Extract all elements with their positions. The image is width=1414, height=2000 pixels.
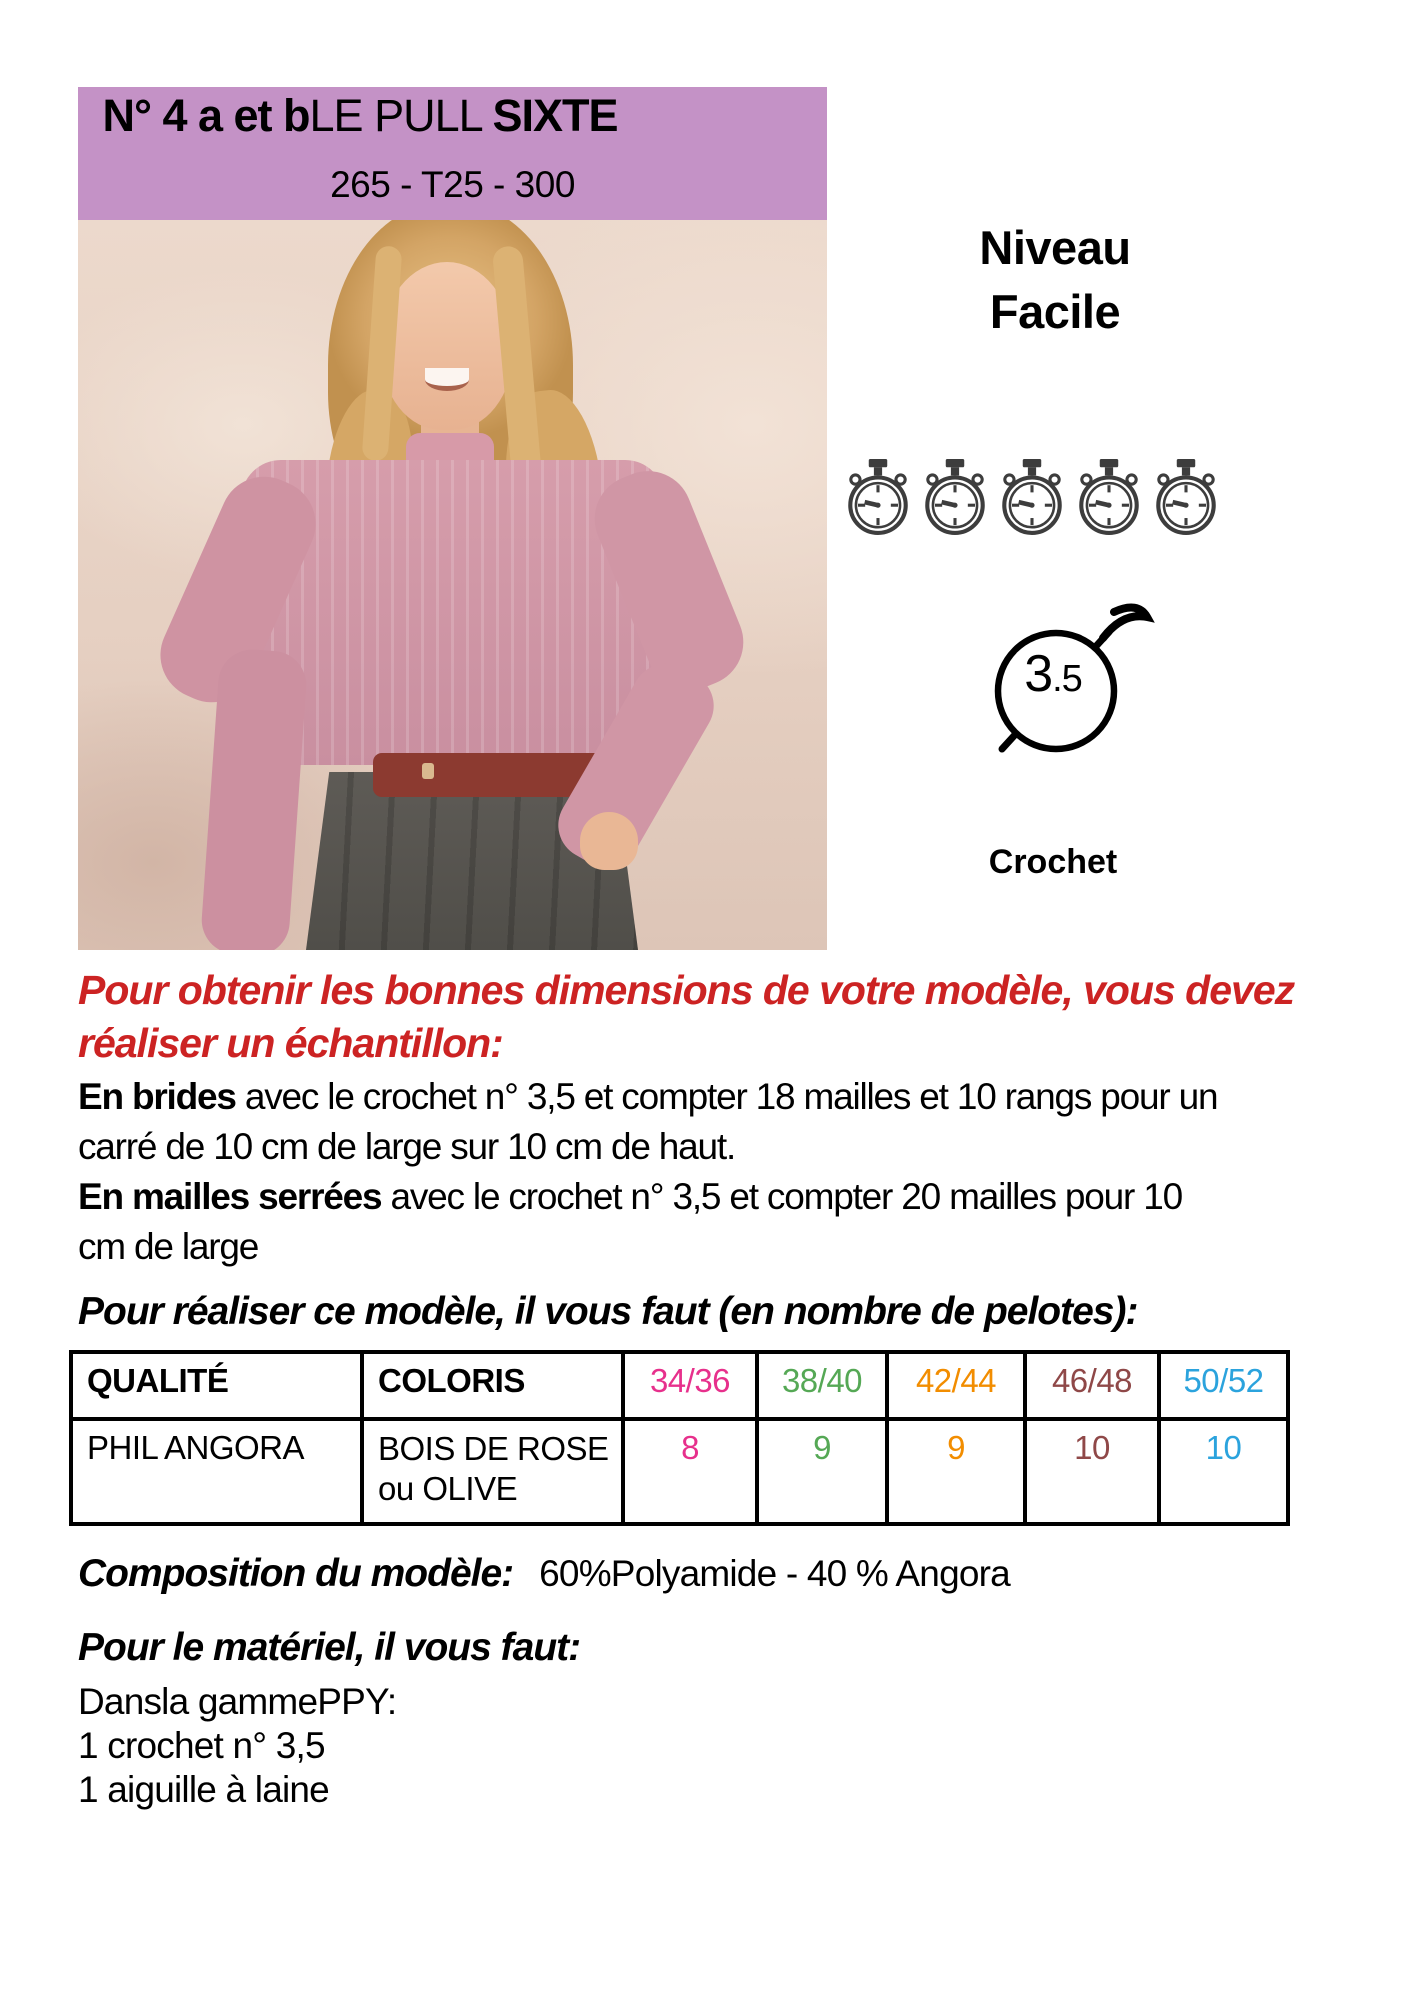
composition-value: 60%Polyamide - 40 % Angora bbox=[539, 1553, 1010, 1594]
model-photo bbox=[78, 220, 827, 950]
qty-size-50-52: 10 bbox=[1159, 1419, 1288, 1524]
swatch-warning-line1: Pour obtenir les bonnes dimensions de votre modèle, vous devez bbox=[78, 967, 1295, 1013]
yarn-section-heading: Pour réaliser ce modèle, il vous faut (en nombre de pelotes): bbox=[78, 1290, 1138, 1333]
col-quality: QUALITÉ bbox=[71, 1352, 362, 1419]
qty-size-38-40: 9 bbox=[757, 1419, 887, 1524]
stopwatch-icon bbox=[922, 458, 988, 536]
col-coloris: COLORIS bbox=[362, 1352, 623, 1419]
material-section bbox=[78, 1626, 978, 1812]
material-line-needle: 1 aiguille à laine bbox=[78, 1769, 329, 1810]
material-heading: Pour le matériel, il vous faut: bbox=[78, 1626, 581, 1669]
yarn-coloris-line2: ou OLIVE bbox=[378, 1470, 518, 1507]
stopwatch-icon bbox=[1153, 458, 1219, 536]
swatch-brides-line2: carré de 10 cm de large sur 10 cm de haut. bbox=[78, 1126, 736, 1167]
table-header-row bbox=[71, 1352, 1288, 1419]
pattern-reference: 265 - T25 - 300 bbox=[330, 164, 575, 205]
qty-size-42-44: 9 bbox=[887, 1419, 1025, 1524]
swatch-warning-line2: réaliser un échantillon: bbox=[78, 1020, 503, 1066]
photo-belt-buckle bbox=[422, 763, 434, 779]
tool-label: Crochet bbox=[988, 843, 1118, 881]
composition-line bbox=[78, 1552, 1378, 1596]
difficulty-level bbox=[870, 216, 1240, 344]
photo-smile bbox=[425, 368, 469, 391]
yarn-coloris-line1: BOIS DE ROSE bbox=[378, 1430, 609, 1467]
photo-face bbox=[381, 262, 513, 430]
swatch-serrees-label: En mailles serrées bbox=[78, 1176, 382, 1217]
col-size-38-40: 38/40 bbox=[757, 1352, 887, 1419]
hook-size-dec: .5 bbox=[1052, 658, 1082, 700]
col-size-46-48: 46/48 bbox=[1025, 1352, 1159, 1419]
yarn-quantity-table bbox=[69, 1350, 1290, 1526]
qty-size-46-48: 10 bbox=[1025, 1419, 1159, 1524]
pattern-header-banner bbox=[78, 87, 827, 220]
pattern-name: SIXTE bbox=[492, 90, 618, 141]
col-size-42-44: 42/44 bbox=[887, 1352, 1025, 1419]
pattern-number: N° 4 a et b bbox=[102, 90, 310, 141]
stopwatch-icon bbox=[999, 458, 1065, 536]
photo-hand bbox=[580, 812, 638, 870]
difficulty-level-line1: Niveau bbox=[979, 221, 1131, 274]
stopwatch-icon bbox=[1076, 458, 1142, 536]
hook-size-value bbox=[973, 644, 1133, 704]
stopwatch-icon bbox=[845, 458, 911, 536]
swatch-brides-text: avec le crochet n° 3,5 et compter 18 mailles et 10 rangs pour un bbox=[235, 1076, 1218, 1117]
difficulty-level-line2: Facile bbox=[989, 285, 1121, 338]
swatch-serrees-line1 bbox=[78, 1172, 1388, 1222]
yarn-quality: PHIL ANGORA bbox=[71, 1419, 362, 1524]
col-size-34-36: 34/36 bbox=[623, 1352, 757, 1419]
yarn-coloris bbox=[362, 1419, 623, 1524]
composition-heading: Composition du modèle: bbox=[78, 1552, 514, 1595]
col-size-50-52: 50/52 bbox=[1159, 1352, 1288, 1419]
swatch-brides-label: En brides bbox=[78, 1076, 236, 1117]
time-rating bbox=[845, 458, 1245, 536]
pattern-title bbox=[78, 87, 827, 142]
swatch-instructions bbox=[78, 1072, 1388, 1272]
swatch-brides-line1 bbox=[78, 1072, 1388, 1122]
material-line-range: Dansla gammePPY: bbox=[78, 1681, 397, 1722]
hook-size-int: 3 bbox=[1024, 645, 1053, 703]
swatch-warning bbox=[78, 964, 1378, 1070]
table-row bbox=[71, 1419, 1288, 1524]
swatch-serrees-line2: cm de large bbox=[78, 1226, 259, 1267]
pattern-title-mid: LE PULL bbox=[309, 90, 493, 141]
material-line-hook: 1 crochet n° 3,5 bbox=[78, 1725, 325, 1766]
swatch-serrees-text: avec le crochet n° 3,5 et compter 20 mailles pour 10 bbox=[381, 1176, 1182, 1217]
qty-size-34-36: 8 bbox=[623, 1419, 757, 1524]
